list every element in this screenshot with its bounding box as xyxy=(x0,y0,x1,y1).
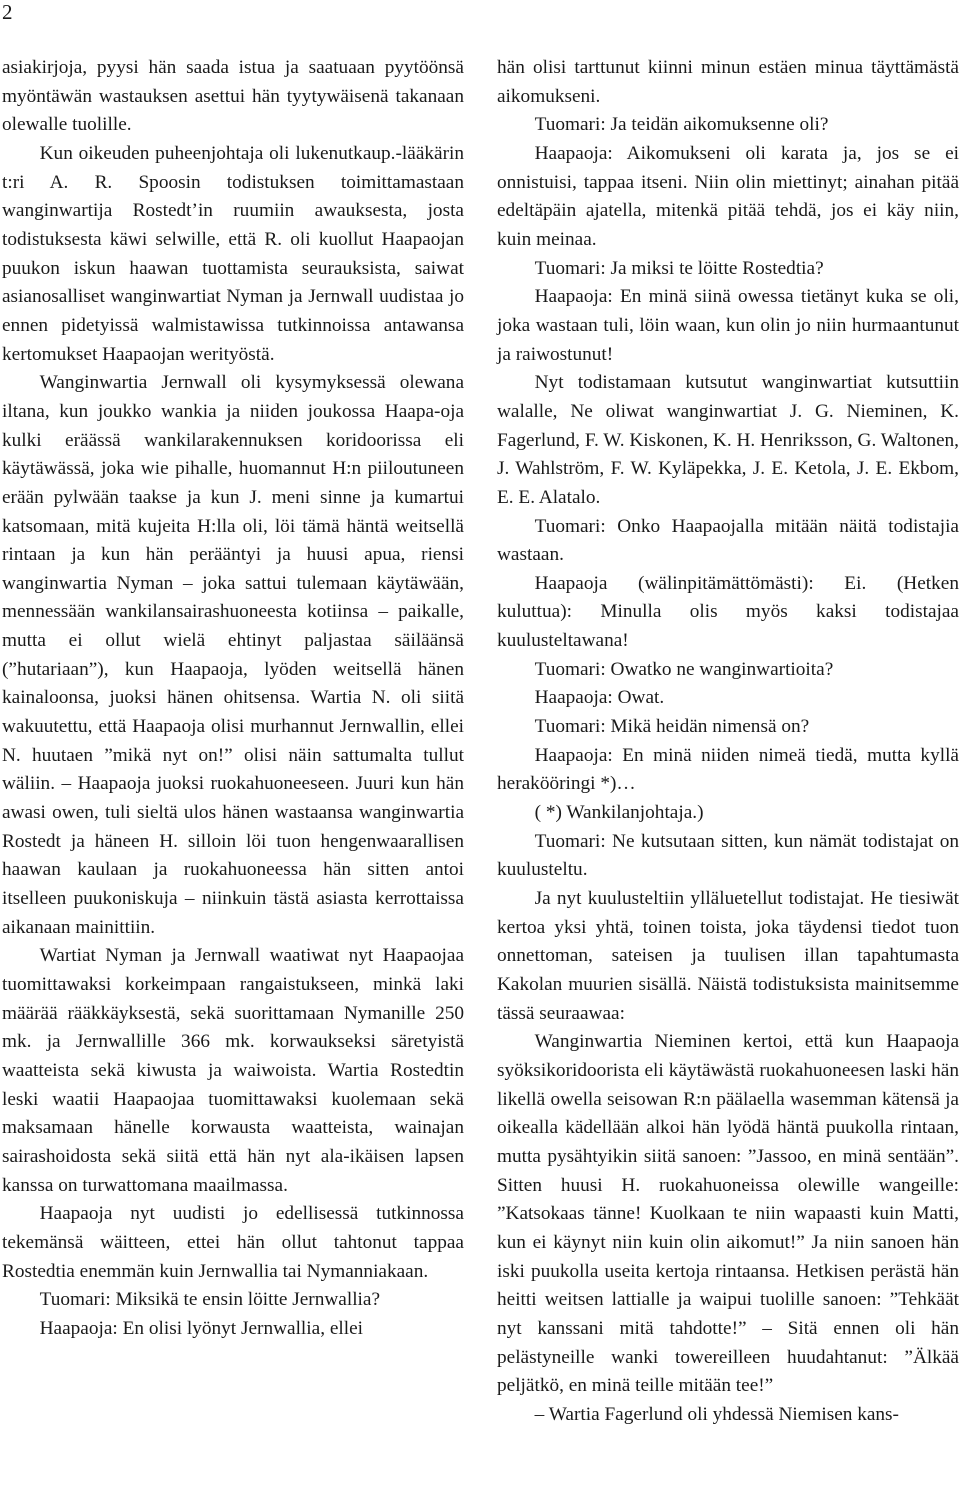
paragraph: Ja nyt kuulusteltiin ylläluetellut todistajat. He tiesiwät kertoa yksi yhtä, toinen toista, joka täydensi tiedot tuon onnettoman, sateisen ja tuulisen illan tapahtumasta Kakolan muurien sisällä. Näistä todistuksista mainitsemme tässä seuraawaa: xyxy=(497,888,959,1024)
paragraph: asiakirjoja, pyysi hän saada istua ja saatuaan pyytöönsä myöntäwän wastauksen asettui hän tyytywäisenä takanaan olewalle tuolille. xyxy=(2,57,464,136)
paragraph: Tuomari: Onko Haapaojalla mitään näitä todistajia wastaan. xyxy=(497,515,959,566)
paragraph: Wanginwartia Nieminen kertoi, että kun Haapaoja syöksikoridoorista eli käytäwästä ruokahuoneesen laski hän likellä owella seisowan R:n päälaella wasemman kätensä ja oikealla kädellään alkoi hän lyödä häntä puukolla rintaan, mutta pysähtyikin siitä sanoen: ”Jassoo, en minä sentään”. Sitten huusi H. ruokahuoneissa olewille wangeille: ”Katsokaas tänne! Kuolkaan te niin wapaasti kuin Matti, kun ei käynyt niin kuin olin aikomut!” Ja niin sanoen hän iski puukolla useita kertoja rintaansa. Hetkisen perästä hän heitti weitsen lattialle ja waipui tuolille sanoen: ”Tehkäät nyt kanssani mitä tahdotte!” – Sitä ennen oli hän pelästyneille wanki towereilleen huudahtanut: ”Älkää peljätkö, en minä teille mitään tee!” xyxy=(497,1031,959,1397)
right-column xyxy=(497,54,959,1430)
paragraph: ( *) Wankilanjohtaja.) xyxy=(534,802,704,824)
paragraph: Haapaoja (wälinpitämättömästi): Ei. (Hetken kuluttua): Minulla olis myös kaksi todistajaa kuulusteltawana! xyxy=(497,572,959,652)
paragraph: Haapaoja nyt uudisti jo edellisessä tutkinnossa tekemänsä wäitteen, ettei hän ollut tahtonut tappaa Rostedtia enemmän kuin Jernwallia tai Nymanniakaan. xyxy=(2,1203,464,1282)
paragraph: Tuomari: Ja miksi te löitte Rostedtia? xyxy=(534,257,824,279)
paragraph: Wartiat Nyman ja Jernwall waatiwat nyt Haapaojaa tuomittawaksi korkeimpaan rangaistukseen, minkä laki määrää rääkkäyksestä, sekä suorittamaan Nymanille 250 mk. ja Jernwallille 366 mk. korwaukseksi säretyistä waatteista sekä kiwusta ja waiwoista. Wartia Rostedtin leski waatii Haapaojaa tuomittawaksi kuolemaan sekä maksamaan hänelle korwausta waatteista, wainajan sairashoidosta sekä siitä että hän nyt ala-ikäisen lapsen kanssa on turwattomana maailmassa. xyxy=(2,945,464,1196)
paragraph: Kun oikeuden puheenjohtaja oli lukenutkaup.-lääkärin t:ri A. R. Spoosin todistuksen toimittamastaan wanginwartija Rostedt’in ruumiin awauksesta, josta todistuksesta käwi selwille, että R. oli kuollut Haapaojan puukon iskun haawan tuottamista seurauksista, saiwat asianosalliset wanginwartiat Nyman ja Jernwall uudistaa jo ennen pidetyissä walmistawissa tutkinnoissa antawansa kertomukset Haapaojan werityöstä. xyxy=(2,142,464,365)
paragraph: hän olisi tarttunut kiinni minun estäen minua täyttämästä aikomukseni. xyxy=(497,57,959,107)
paragraph: – Wartia Fagerlund oli yhdessä Niemisen kans- xyxy=(534,1403,899,1425)
paragraph: Haapaoja: En olisi lyönyt Jernwallia, ellei xyxy=(39,1317,364,1339)
paragraph: Tuomari: Ne kutsutaan sitten, kun nämät todistajat on kuulusteltu. xyxy=(497,830,959,881)
paragraph: Tuomari: Miksikä te ensin löitte Jernwallia? xyxy=(39,1289,381,1311)
page-number: 2 xyxy=(2,0,13,24)
paragraph: Tuomari: Owatko ne wanginwartioita? xyxy=(534,658,834,680)
paragraph: Tuomari: Mikä heidän nimensä on? xyxy=(534,716,810,738)
paragraph: Nyt todistamaan kutsutut wanginwartiat kutsuttiin walalle, Ne oliwat wanginwartiat J. G. Nieminen, K. Fagerlund, F. W. Kiskonen, K. H. Henriksson, G. Waltonen, J. Wahlström, F. W. Kyläpekka, J. E. Ketola, J. E. Ekbom, E. E. Alatalo. xyxy=(497,372,959,508)
paragraph: Haapaoja: En minä niiden nimeä tiedä, mutta kyllä herakööringi *)… xyxy=(497,744,959,795)
left-column xyxy=(2,54,464,1344)
paragraph: Haapaoja: En minä siinä owessa tietänyt kuka se oli, joka wastaan tuli, löin waan, kun olin jo niin hurmaantunut ja raiwostunut! xyxy=(497,286,959,365)
paragraph: Tuomari: Ja teidän aikomuksenne oli? xyxy=(534,114,829,136)
paragraph: Haapaoja: Aikomukseni oli karata ja, jos se ei onnistuisi, tappaa itseni. Niin olin miettinyt; ainahan pitää edeltäpäin ajatella, mitenkä pitää tehdä, jos ei käy niin, kuin meinaa. xyxy=(497,142,959,250)
paragraph: Haapaoja: Owat. xyxy=(534,687,665,709)
paragraph: Wanginwartia Jernwall oli kysymyksessä olewana iltana, kun joukko wankia ja niiden joukossa Haapa-oja kulki eräässä wankilarakennuksen koridoorissa eli käytäwässä, joka wie pihalle, huomannut H:n piiloutuneen erään pylwään taakse ja kun J. meni sinne ja kumartui katsomaan, mitä kujeita H:lla oli, löi tämä häntä weitsellä rintaan ja kun hän perääntyi ja huusi apua, riensi wanginwartia Nyman – joka sattui tulemaan käytäwään, mennessään wankilansairashuoneesta kotiinsa – paikalle, mutta ei ollut wielä ehtinyt paljastaa säiläänsä (”hutariaan”), kun Haapaoja, lyöden weitsellä hänen kainaloonsa, juoksi hänen ohitsensa. Wartia N. oli siitä wakuutettu, että Haapaoja olisi murhannut Jernwallin, ellei N. huutaen ”mikä nyt on!” olisi näin sattumalta tullut wäliin. – Haapaoja juoksi ruokahuoneeseen. Juuri kun hän awasi owen, tuli sieltä ulos hänen wastaansa wanginwartia Rostedt ja häneen H. silloin löi tuon hengenwaarallisen haawan kaulaan ja ruokahuoneessa hän sitten antoi itselleen puukoniskuja – niinkuin tästä asiasta kerrottaissa aikanaan mainittiin. xyxy=(2,372,464,938)
